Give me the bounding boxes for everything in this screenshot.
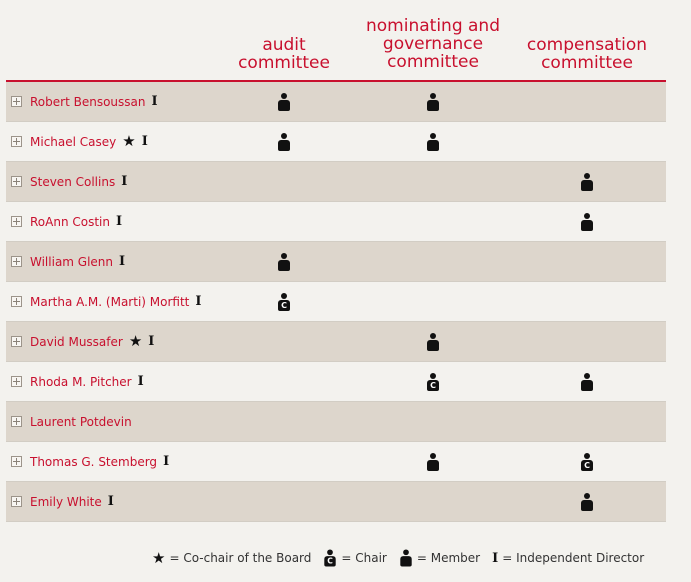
plus-box-icon[interactable] <box>11 296 22 307</box>
i-beam-icon: I <box>151 94 158 109</box>
legend-independent <box>492 551 644 566</box>
director-name[interactable]: Laurent Potdevin <box>30 414 132 429</box>
i-beam-icon: I <box>119 254 126 269</box>
table-row[interactable] <box>6 82 666 122</box>
compensation-cell <box>580 373 594 391</box>
compensation-cell <box>580 213 594 231</box>
table-row[interactable] <box>6 442 666 482</box>
table-row[interactable] <box>6 482 666 522</box>
table-row[interactable] <box>6 202 666 242</box>
legend-chair <box>323 549 386 567</box>
person-chair-icon: C <box>324 549 337 566</box>
director-name[interactable]: William Glenn <box>30 254 114 269</box>
star-icon: ★ <box>122 132 136 150</box>
nominating-cell: C <box>426 373 440 391</box>
nominating-cell <box>426 453 440 471</box>
nominating-cell <box>426 133 440 151</box>
i-beam-icon: I <box>163 454 170 469</box>
legend-chair-label: = Chair <box>341 551 387 565</box>
director-name[interactable]: Thomas G. Stemberg <box>30 454 158 469</box>
director-name[interactable]: Robert Bensoussan <box>30 94 146 109</box>
plus-box-icon[interactable] <box>11 416 22 427</box>
compensation-cell <box>580 493 594 511</box>
legend-member-label: = Member <box>416 551 481 565</box>
audit-cell <box>277 133 291 151</box>
person-icon <box>399 549 412 566</box>
plus-box-icon[interactable] <box>11 96 22 107</box>
director-name[interactable]: David Mussafer <box>30 334 123 349</box>
legend-independent-label: = Independent Director <box>502 551 645 565</box>
audit-committee-header: audit committee <box>238 35 330 73</box>
star-icon: ★ <box>152 548 166 567</box>
legend-cochair-label: = Co-chair of the Board <box>169 551 312 565</box>
nominating-cell <box>426 93 440 111</box>
nominating-cell <box>426 333 440 351</box>
i-beam-icon: I <box>148 334 155 349</box>
nominating-governance-committee-header: nominating and governance committee <box>366 16 500 72</box>
audit-cell: C <box>277 293 291 311</box>
director-name[interactable]: Martha A.M. (Marti) Morfitt <box>30 294 190 309</box>
legend <box>152 549 656 567</box>
table-row[interactable] <box>6 122 666 162</box>
table-row[interactable] <box>6 282 666 322</box>
table-row[interactable] <box>6 322 666 362</box>
star-icon: ★ <box>128 332 143 350</box>
plus-box-icon[interactable] <box>11 456 22 467</box>
plus-box-icon[interactable] <box>11 496 22 507</box>
plus-box-icon[interactable] <box>11 216 22 227</box>
directors-table <box>6 82 666 522</box>
audit-cell <box>277 253 291 271</box>
i-beam-icon: I <box>107 494 114 509</box>
table-row[interactable] <box>6 242 666 282</box>
table-row[interactable] <box>6 162 666 202</box>
plus-box-icon[interactable] <box>11 176 22 187</box>
i-beam-icon: I <box>121 174 128 189</box>
director-name[interactable]: Rhoda M. Pitcher <box>30 374 132 389</box>
i-beam-icon: I <box>195 294 202 309</box>
i-beam-icon: I <box>141 134 148 149</box>
legend-cochair <box>152 548 312 567</box>
plus-box-icon[interactable] <box>11 256 22 267</box>
i-beam-icon: I <box>116 214 123 229</box>
director-name[interactable]: RoAnn Costin <box>30 214 110 229</box>
plus-box-icon[interactable] <box>11 376 22 387</box>
compensation-cell <box>580 173 594 191</box>
director-name[interactable]: Steven Collins <box>30 174 116 189</box>
i-beam-icon: I <box>492 550 499 566</box>
audit-cell <box>277 93 291 111</box>
plus-box-icon[interactable] <box>11 336 22 347</box>
i-beam-icon: I <box>137 374 144 389</box>
compensation-committee-header: compensation committee <box>526 35 648 73</box>
director-name[interactable]: Emily White <box>30 494 102 509</box>
table-row[interactable] <box>6 402 666 442</box>
compensation-cell: C <box>580 453 594 471</box>
legend-member <box>399 549 480 567</box>
table-row[interactable] <box>6 362 666 402</box>
director-name[interactable]: Michael Casey <box>30 134 117 149</box>
plus-box-icon[interactable] <box>11 136 22 147</box>
